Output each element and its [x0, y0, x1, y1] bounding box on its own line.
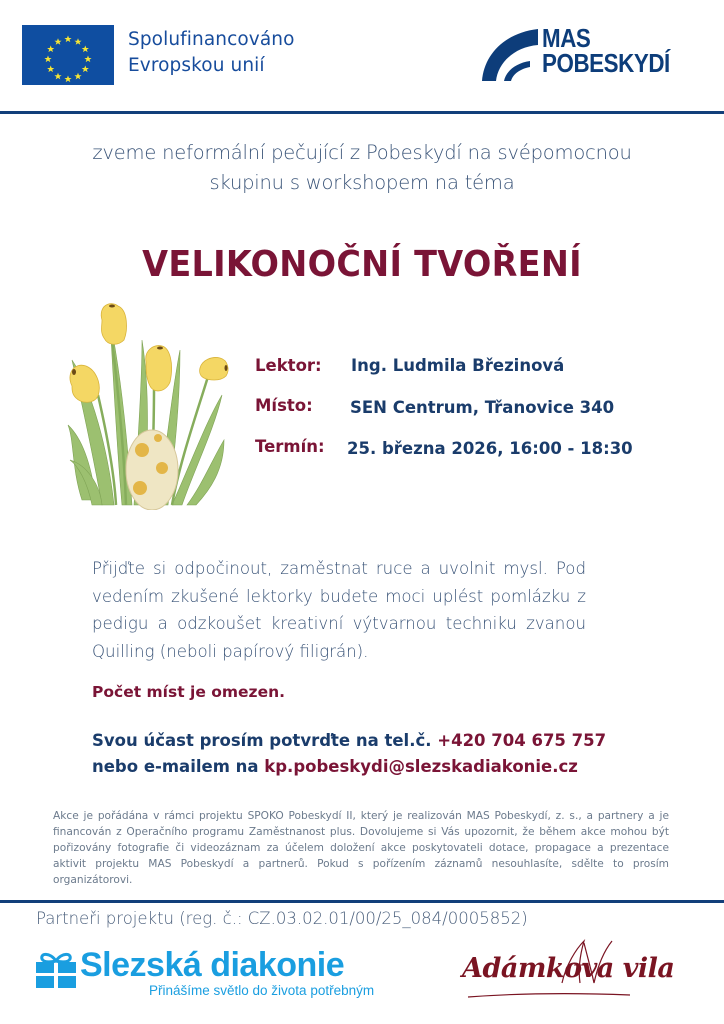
email-link[interactable]: kp.pobeskydi@slezskadiakonie.cz — [264, 757, 578, 776]
slezska-diakonie-gift-icon — [36, 952, 76, 988]
rsvp-email-line — [92, 754, 606, 780]
detail-label: Termín: — [255, 437, 325, 456]
phone-prefix: Svou účast prosím potvrďte na tel.č. — [92, 731, 438, 750]
eu-text-line1: Spolufinancováno — [128, 29, 295, 50]
header-divider — [0, 111, 724, 114]
rsvp-phone-line — [92, 728, 606, 754]
mas-arc-icon — [480, 27, 540, 83]
mas-pobeskydi-logo — [480, 23, 700, 87]
event-description: Přijďte si odpočinout, zaměstnat ruce a uvolnit mysl. Pod vedením zkušené lektorky budete moci uplést pomlázku z pedigu a odzkoušet kreativní výtvarnou techniku zvanou Quilling (neboli papírový filigrán). — [92, 559, 586, 661]
phone-number-link[interactable]: +420 704 675 757 — [437, 731, 607, 750]
eu-text-line2: Evropskou unií — [128, 55, 265, 76]
rsvp-contact — [92, 728, 606, 780]
project-partners-label: Partneři projektu (reg. č.: CZ.03.02.01/00/25_084/0005852) — [36, 909, 528, 928]
email-prefix: nebo e-mailem na — [92, 757, 265, 776]
tulips-easter-egg-illustration — [62, 300, 242, 510]
detail-value: SEN Centrum, Třanovice 340 — [350, 398, 615, 417]
mas-logo-text — [542, 23, 670, 78]
intro-line1: zveme neformální pečující z Pobeskydí na svépomocnou — [92, 141, 632, 164]
adamkova-vila-logo — [462, 935, 675, 1005]
detail-value: Ing. Ludmila Březinová — [351, 356, 565, 375]
slezska-diakonie-tagline: Přinášíme světlo do života potřebným — [149, 983, 375, 998]
detail-value: 25. března 2026, 16:00 - 18:30 — [347, 439, 633, 458]
adamkova-vila-name: Adámkova vila — [462, 953, 675, 984]
event-title: VELIKONOČNÍ TVOŘENÍ — [142, 244, 582, 285]
eu-stars-icon — [22, 25, 114, 85]
slezska-diakonie-logo — [36, 946, 396, 1002]
footer-divider — [0, 900, 724, 903]
detail-label: Lektor: — [255, 356, 322, 375]
detail-label: Místo: — [255, 396, 313, 415]
invitation-intro — [40, 138, 684, 198]
limited-capacity-notice: Počet míst je omezen. — [92, 683, 286, 701]
slezska-diakonie-name: Slezská diakonie — [80, 946, 345, 984]
project-disclaimer: Akce je pořádána v rámci projektu SPOKO Pobeskydí II, který je realizován MAS Pobeskydí, z. s., a partnery a je financován z Operačního programu Zaměstnanost plus. Dovolujeme si Vás upozornit, že během akce mohou být pořizovány fotografie či videozáznam za účelem doložení akce poskytovateli dotace, propagace a prezentace aktivit projektu MAS Pobeskydí a partnerů. Pokud s pořízením záznamů nesouhlasíte, sdělte to prosím organizátorovi. — [53, 810, 669, 886]
eu-cofinanced-text — [128, 27, 295, 79]
eu-flag-logo — [22, 25, 114, 85]
mas-line2: POBESKYDÍ — [542, 48, 670, 78]
mas-line1: MAS — [542, 23, 591, 53]
intro-line2: skupinu s workshopem na téma — [209, 171, 515, 194]
